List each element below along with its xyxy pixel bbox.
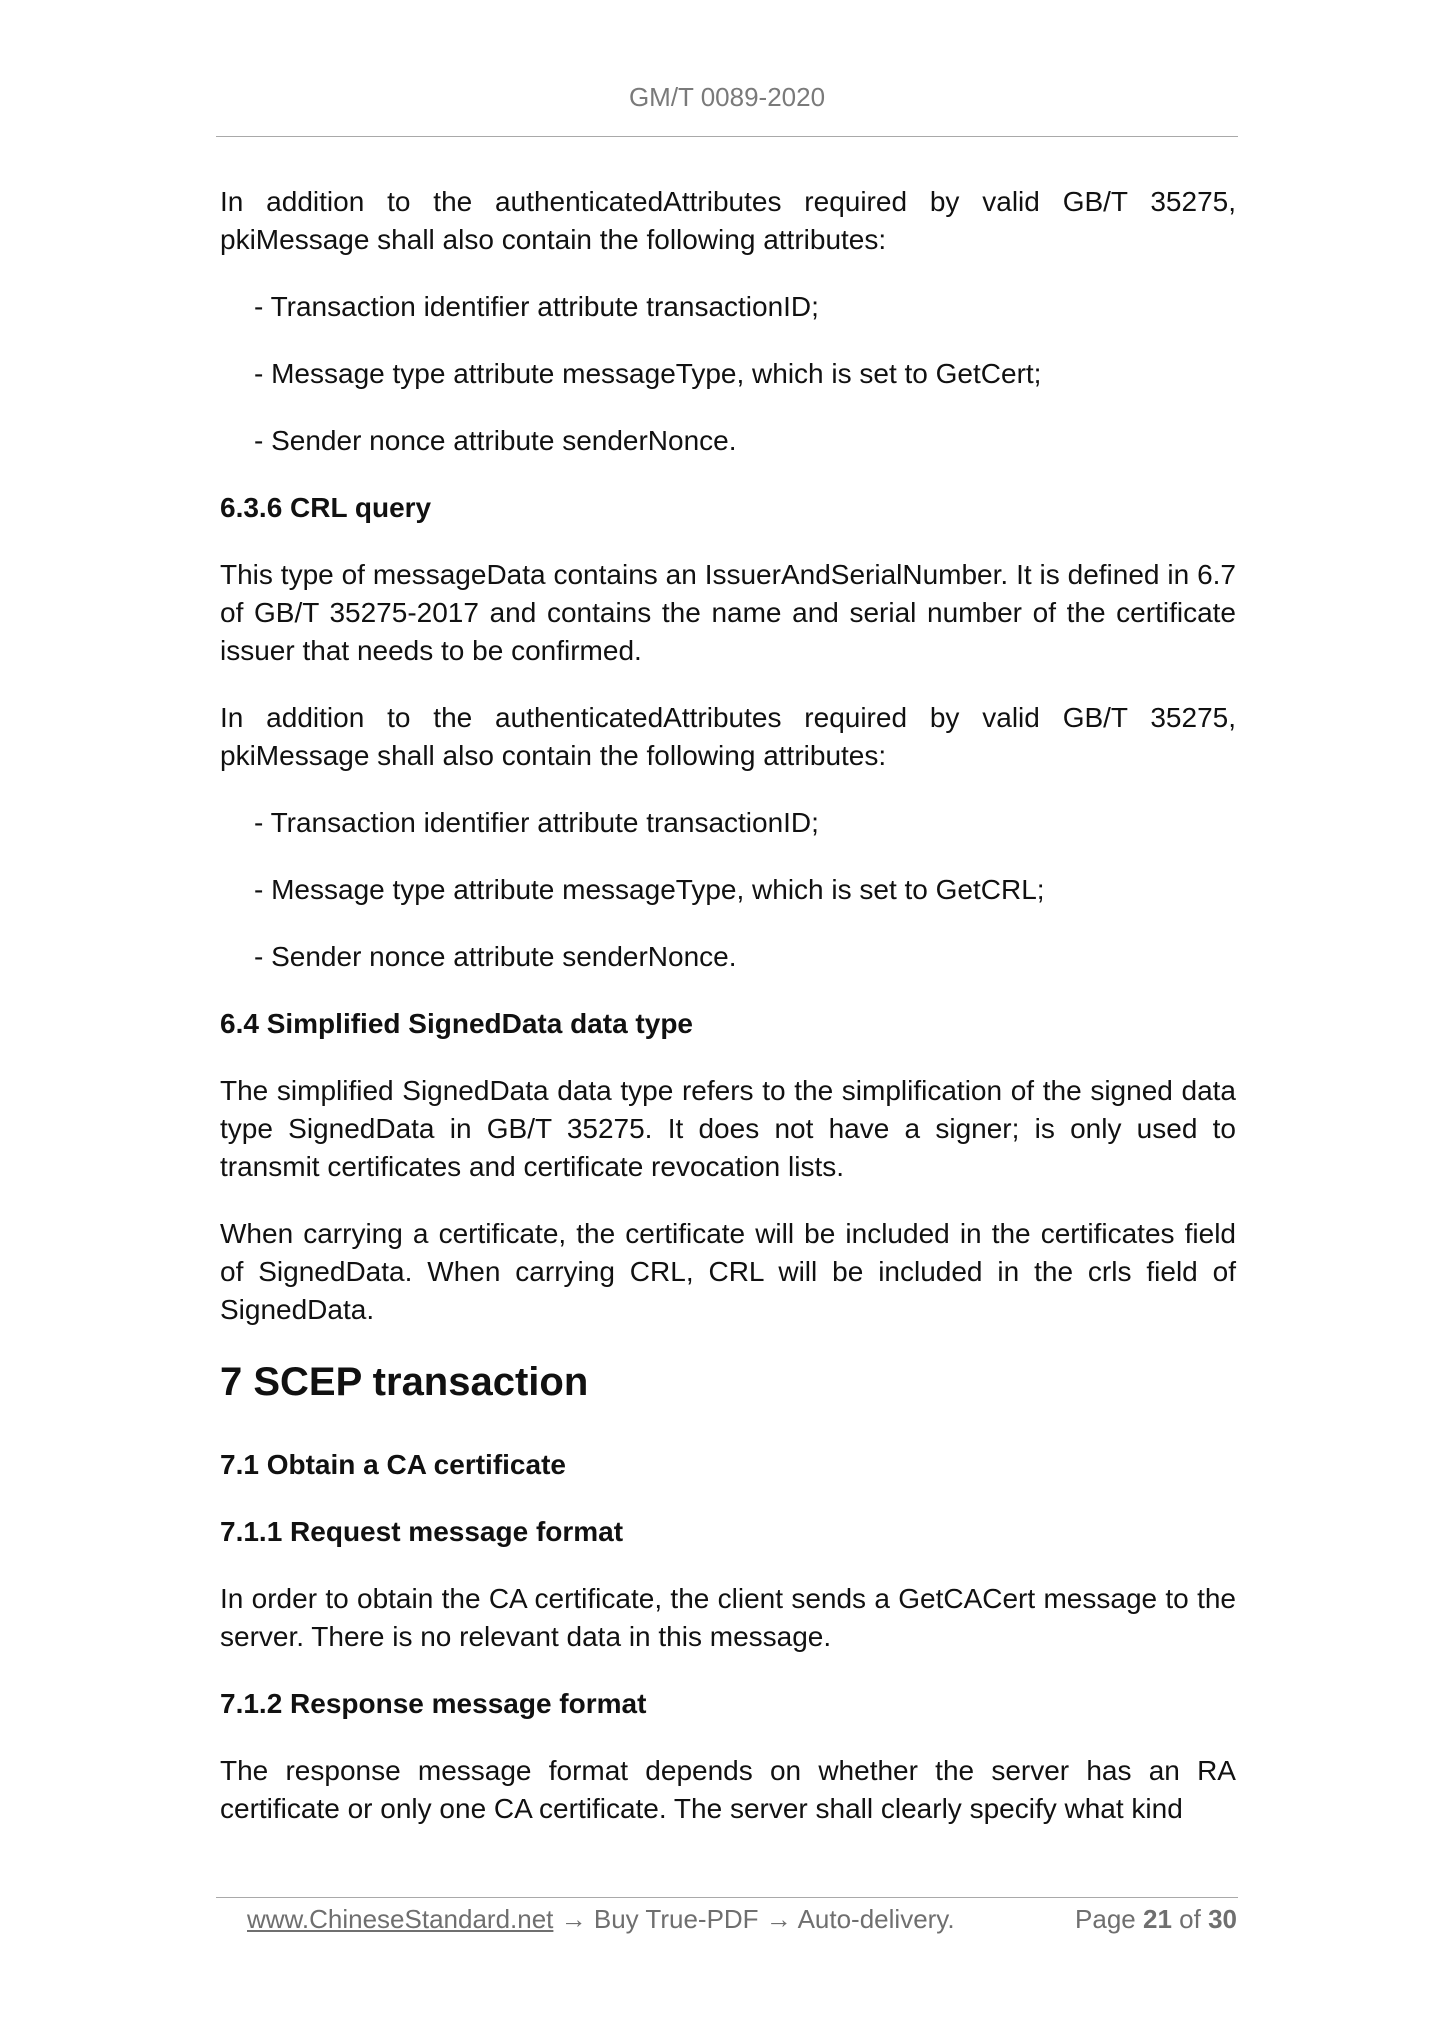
page-content	[220, 183, 1236, 1857]
list-item: - Message type attribute messageType, which is set to GetCRL;	[254, 874, 1045, 905]
list-item: - Sender nonce attribute senderNonce.	[254, 425, 737, 456]
paragraph: In order to obtain the CA certificate, the client sends a GetCACert message to the server. There is no relevant data in this message.	[220, 1583, 1236, 1652]
footer-divider	[216, 1897, 1238, 1898]
list-item: - Message type attribute messageType, which is set to GetCert;	[254, 358, 1042, 389]
section-heading: 6.4 Simplified SignedData data type	[220, 1008, 694, 1039]
document-header: GM/T 0089-2020	[628, 82, 826, 112]
page-indicator	[1075, 1902, 1237, 1936]
paragraph: This type of messageData contains an IssuerAndSerialNumber. It is defined in 6.7 of GB/T 35275-2017 and contains the name and serial number of the certificate issuer that needs to be confirmed.	[220, 559, 1236, 666]
page-number: 21	[1143, 1904, 1172, 1934]
list-item: - Sender nonce attribute senderNonce.	[254, 941, 737, 972]
paragraph: The response message format depends on whether the server has an RA certificate or only one CA certificate. The server shall clearly specify what kind	[220, 1755, 1236, 1824]
chapter-heading: 7 SCEP transaction	[220, 1360, 589, 1404]
section-heading: 7.1.1 Request message format	[220, 1516, 624, 1547]
header-divider	[216, 136, 1238, 137]
promo-text: → Buy True-PDF → Auto-delivery.	[553, 1904, 955, 1934]
page-total: 30	[1208, 1904, 1237, 1934]
section-heading: 7.1 Obtain a CA certificate	[220, 1449, 566, 1480]
paragraph: In addition to the authenticatedAttributes required by valid GB/T 35275, pkiMessage shall also contain the following attributes:	[220, 186, 1236, 255]
section-heading: 7.1.2 Response message format	[220, 1688, 647, 1719]
page-footer	[247, 1902, 1237, 1936]
section-heading: 6.3.6 CRL query	[220, 492, 432, 523]
of-label: of	[1179, 1904, 1201, 1934]
website-link[interactable]: www.ChineseStandard.net	[247, 1904, 554, 1934]
paragraph: The simplified SignedData data type refers to the simplification of the signed data type SignedData in GB/T 35275. It does not have a signer; is only used to transmit certificates and certificate revocation lists.	[220, 1075, 1236, 1182]
paragraph: When carrying a certificate, the certificate will be included in the certificates field of SignedData. When carrying CRL, CRL will be included in the crls field of SignedData.	[220, 1218, 1236, 1325]
footer-promo	[247, 1902, 955, 1936]
paragraph: In addition to the authenticatedAttributes required by valid GB/T 35275, pkiMessage shall also contain the following attributes:	[220, 702, 1236, 771]
list-item: - Transaction identifier attribute transactionID;	[254, 807, 819, 838]
page-label: Page	[1075, 1904, 1136, 1934]
list-item: - Transaction identifier attribute transactionID;	[254, 291, 819, 322]
